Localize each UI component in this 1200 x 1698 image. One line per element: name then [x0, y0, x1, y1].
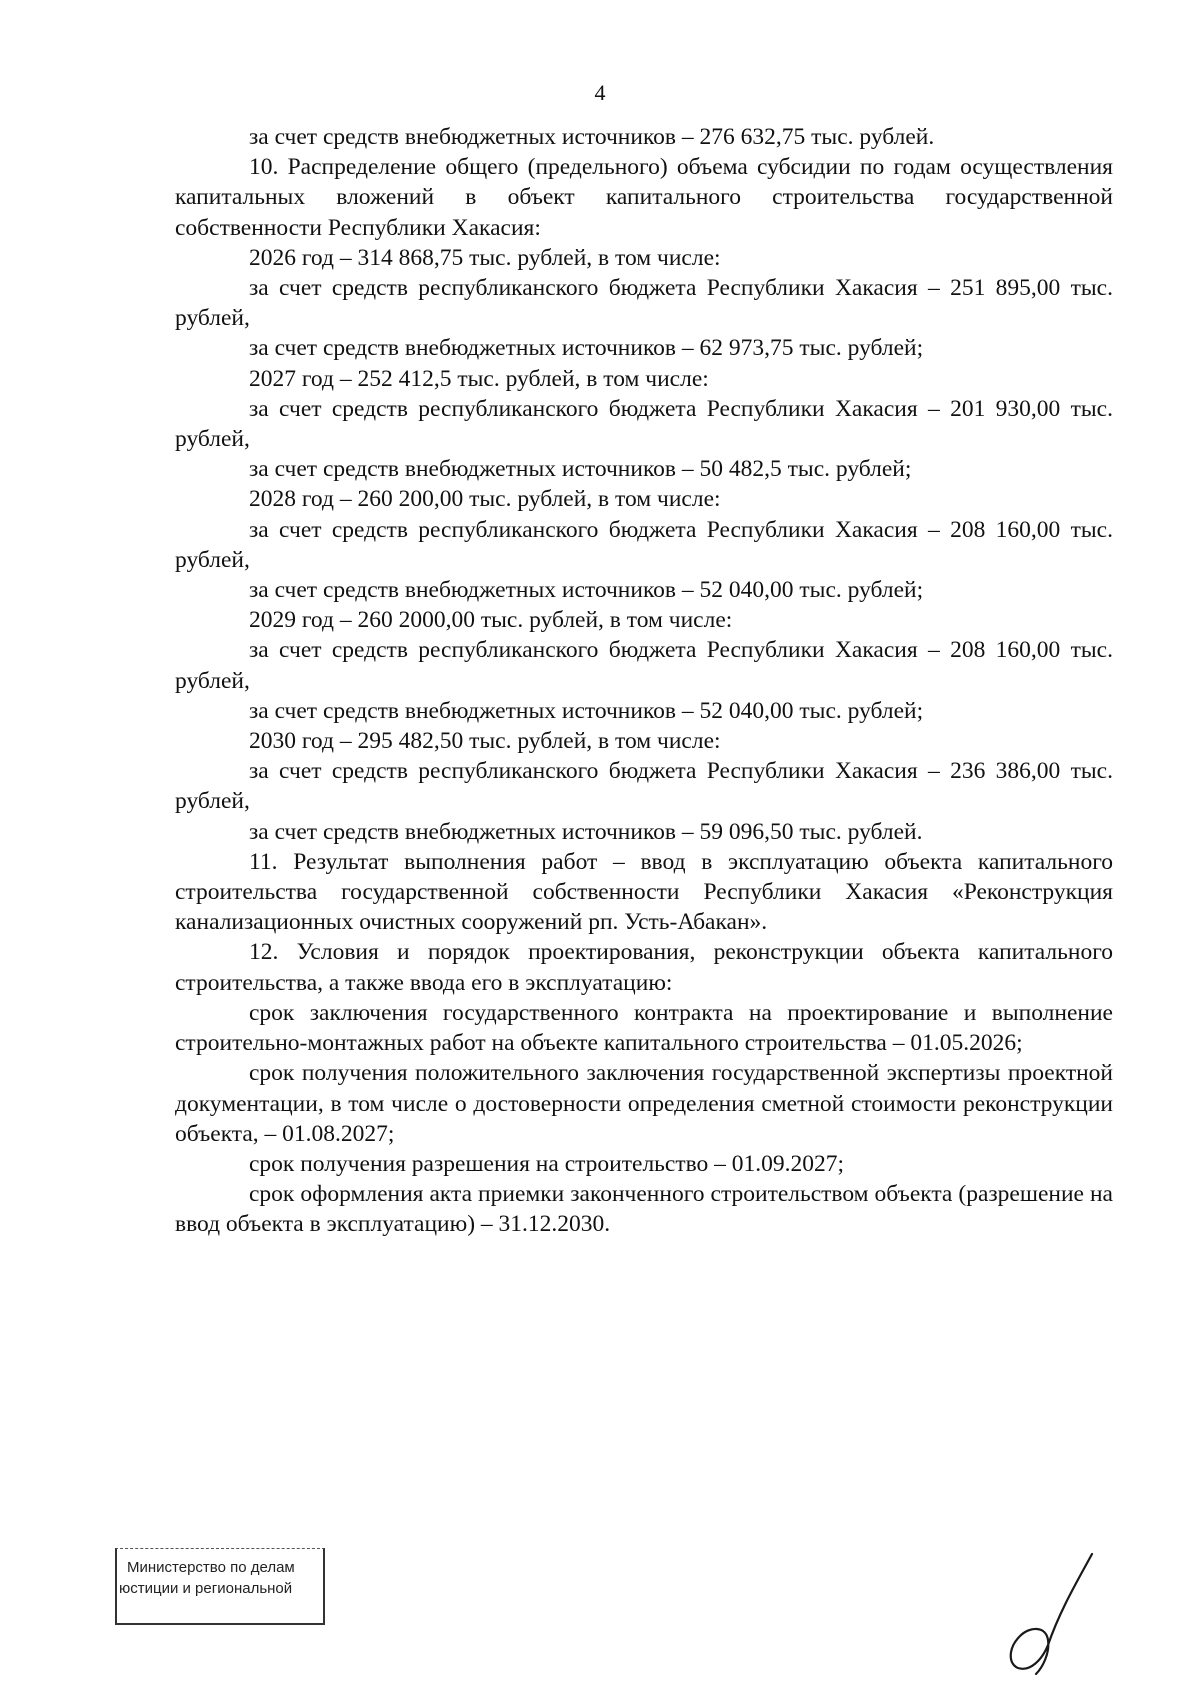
paragraph: 11. Результат выполнения работ – ввод в эксплуатацию объекта капитального строительства государственной собственности Республики Хакасия «Реконструкция канализационных очистных сооружений рп. Усть-Абакан».	[175, 848, 1113, 936]
paragraph: срок получения положительного заключения государственной экспертизы проектной документации, в том числе о достоверности определения сметной стоимости реконструкции объекта, – 01.08.2027;	[175, 1060, 1113, 1147]
stamp-line-2: юстиции и региональной	[119, 1580, 293, 1597]
paragraph: за счет средств республиканского бюджета Республики Хакасия – 208 160,00 тыс. рублей,	[175, 516, 1113, 573]
paragraph: 2026 год – 314 868,75 тыс. рублей, в том числе:	[249, 244, 721, 271]
paragraph: за счет средств республиканского бюджета Республики Хакасия – 208 160,00 тыс. рублей,	[175, 637, 1113, 694]
paragraph: 2030 год – 295 482,50 тыс. рублей, в том числе:	[249, 728, 721, 755]
paragraph: за счет средств республиканского бюджета Республики Хакасия – 236 386,00 тыс. рублей,	[175, 758, 1113, 815]
paragraph: 2028 год – 260 200,00 тыс. рублей, в том числе:	[249, 486, 721, 513]
paragraph: за счет средств республиканского бюджета Республики Хакасия – 201 930,00 тыс. рублей,	[175, 395, 1113, 453]
page-number: 4	[594, 80, 606, 105]
paragraph: за счет средств внебюджетных источников – 59 096,50 тыс. рублей.	[249, 818, 923, 845]
paragraph: 12. Условия и порядок проектирования, реконструкции объекта капитального строительства, а также ввода его в эксплуатацию:	[175, 939, 1113, 996]
paragraph: 2029 год – 260 2000,00 тыс. рублей, в том числе:	[249, 607, 733, 634]
paragraph: за счет средств республиканского бюджета Республики Хакасия – 251 895,00 тыс. рублей,	[175, 275, 1113, 332]
paragraph: за счет средств внебюджетных источников – 62 973,75 тыс. рублей;	[249, 335, 924, 362]
paragraph: срок оформления акта приемки законченного строительством объекта (разрешение на ввод объекта в эксплуатацию) – 31.12.2030.	[175, 1181, 1113, 1238]
paragraph: за счет средств внебюджетных источников – 50 482,5 тыс. рублей;	[249, 456, 912, 483]
paragraph: за счет средств внебюджетных источников – 52 040,00 тыс. рублей;	[249, 697, 924, 724]
ministry-stamp	[115, 1548, 325, 1628]
paragraph: за счет средств внебюджетных источников – 276 632,75 тыс. рублей.	[249, 124, 935, 150]
paragraph: срок заключения государственного контракта на проектирование и выполнение строительно-монтажных работ на объекте капитального строительства – 01.05.2026;	[175, 999, 1113, 1057]
paragraph: за счет средств внебюджетных источников – 52 040,00 тыс. рублей;	[249, 577, 924, 604]
paragraph: 2027 год – 252 412,5 тыс. рублей, в том числе:	[249, 365, 709, 392]
paragraph: срок получения разрешения на строительство – 01.09.2027;	[249, 1150, 845, 1177]
stamp-line-1: Министерство по делам	[127, 1559, 295, 1576]
document-body	[175, 122, 1113, 1240]
paragraph: 10. Распределение общего (предельного) объема субсидии по годам осуществления капитальных вложений в объект капитального строительства государственной собственности Республики Хакасия:	[175, 154, 1113, 241]
signature-mark	[1000, 1550, 1100, 1680]
